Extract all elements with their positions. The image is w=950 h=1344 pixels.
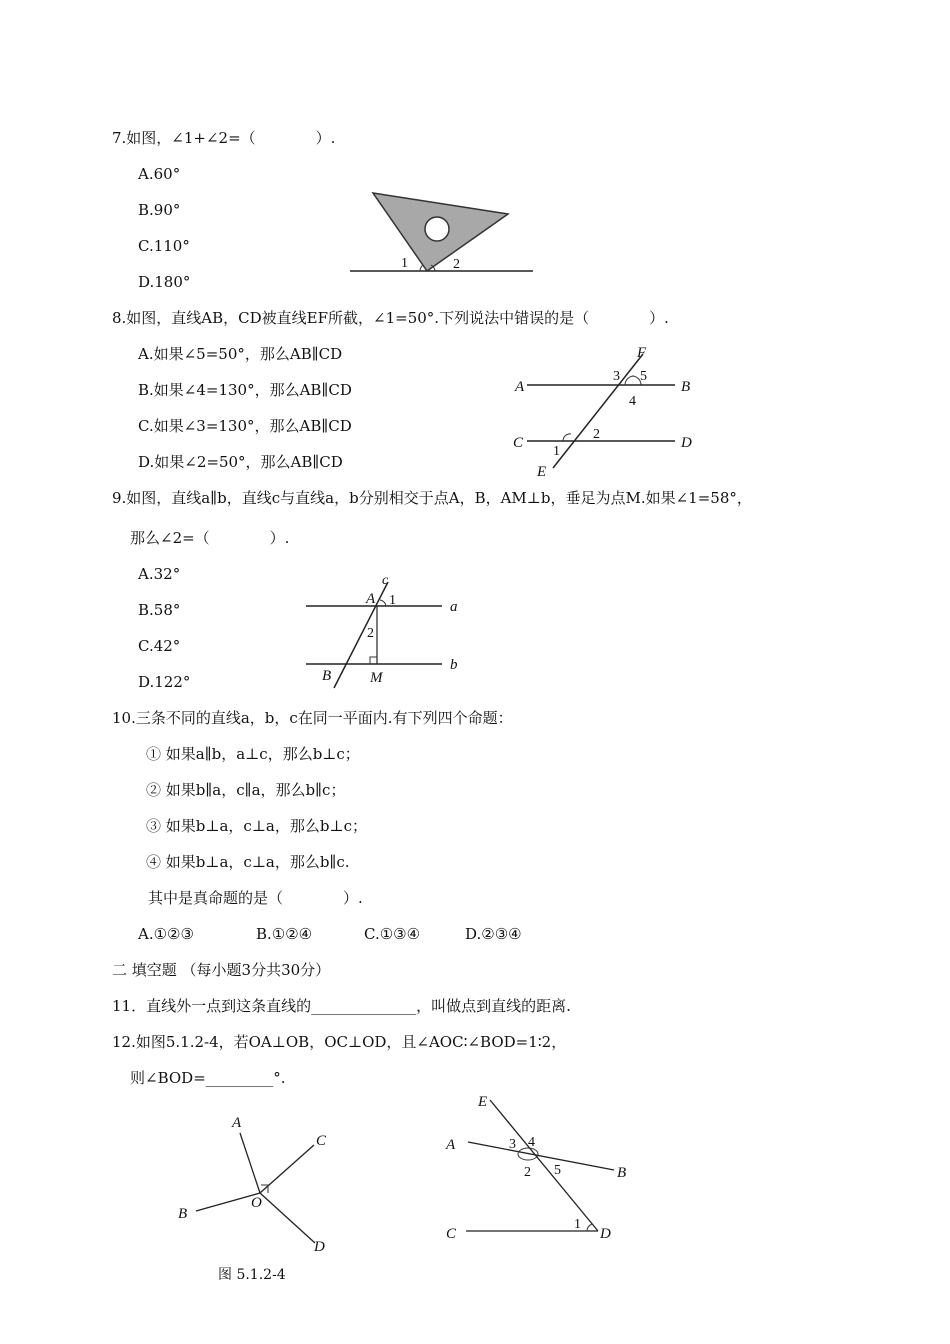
q12-figure-caption: 图 5.1.2-4 (218, 1267, 286, 1283)
section-2-title: 二 填空题 （每小题3分共30分） (112, 961, 331, 979)
q7-option-d: D.180° (138, 273, 191, 291)
q7-label-1: 1 (401, 256, 408, 271)
q12-label-o: O (251, 1195, 262, 1211)
q11-stem: 11．直线外一点到这条直线的______________，叫做点到直线的距离. (112, 997, 571, 1015)
right-label-c: C (446, 1226, 457, 1242)
q12-stem-line1: 12.如图5.1.2-4，若OA⊥OB，OC⊥OD，且∠AOC∶∠BOD=1∶2， (112, 1033, 567, 1051)
right-label-a: A (446, 1137, 456, 1153)
q9-option-b: B.58° (138, 601, 181, 619)
q8-label-b: B (681, 379, 691, 395)
q12-label-c: C (316, 1133, 327, 1149)
q8-option-d: D.如果∠2=50°，那么AB∥CD (138, 453, 343, 471)
q7-option-a: A.60° (138, 165, 181, 183)
q9-label-b-line: b (450, 657, 458, 673)
q8-stem: 8.如图，直线AB，CD被直线EF所截，∠1=50°.下列说法中错误的是（ ）. (112, 309, 669, 327)
q10-stem: 10.三条不同的直线a，b，c在同一平面内.有下列四个命题： (112, 709, 513, 727)
q7-stem: 7.如图，∠1+∠2=（ ）. (112, 129, 336, 147)
q10-option-b: B.①②④ (256, 925, 313, 943)
q12-stem-line2: 则∠BOD=_________°. (130, 1069, 286, 1087)
right-label-2: 2 (524, 1165, 531, 1180)
q10-option-c: C.①③④ (364, 925, 421, 943)
q10-prop-3: ③ 如果b⊥a，c⊥a，那么b⊥c； (146, 817, 367, 835)
q12-label-d: D (314, 1239, 325, 1255)
q12-figure-rays (172, 1105, 342, 1285)
q10-option-d: D.②③④ (465, 925, 522, 943)
q7-option-b: B.90° (138, 201, 181, 219)
q8-option-c: C.如果∠3=130°，那么AB∥CD (138, 417, 352, 435)
q10-prop-2: ② 如果b∥a，c∥a，那么b∥c； (146, 781, 346, 799)
q9-option-a: A.32° (138, 565, 181, 583)
q9-stem-line1: 9.如图，直线a∥b，直线c与直线a，b分别相交于点A，B，AM⊥b，垂足为点M.如果∠1=58°， (112, 489, 752, 507)
q9-figure-parallel-perpendicular (300, 570, 470, 688)
q7-option-c: C.110° (138, 237, 190, 255)
q9-label-a-line: a (450, 599, 458, 615)
q9-label-a-point: A (366, 591, 376, 607)
q8-label-e: E (537, 464, 547, 480)
right-label-b: B (617, 1165, 627, 1181)
right-label-4: 4 (528, 1135, 535, 1150)
q9-stem-line2: 那么∠2=（ ）. (130, 529, 290, 547)
q10-prop-4: ④ 如果b⊥a，c⊥a，那么b∥c. (146, 853, 350, 871)
q9-option-c: C.42° (138, 637, 181, 655)
q8-label-a: A (515, 379, 525, 395)
q8-label-3: 3 (613, 369, 620, 384)
q8-option-b: B.如果∠4=130°，那么AB∥CD (138, 381, 352, 399)
q9-label-2: 2 (367, 626, 374, 641)
q8-label-d: D (681, 435, 692, 451)
q8-label-1: 1 (553, 444, 560, 459)
right-label-d: D (600, 1226, 611, 1242)
q9-label-b-point: B (322, 668, 332, 684)
right-label-5: 5 (554, 1163, 561, 1178)
figure-transversal-right (440, 1090, 640, 1250)
q7-label-2: 2 (453, 257, 460, 272)
q10-question: 其中是真命题的是（ ）. (148, 889, 363, 907)
q8-label-5: 5 (640, 369, 647, 384)
q7-figure-triangle (345, 185, 545, 280)
q10-prop-1: ① 如果a∥b，a⊥c，那么b⊥c； (146, 745, 360, 763)
right-label-e: E (478, 1094, 488, 1110)
right-label-1: 1 (574, 1217, 581, 1232)
q8-label-4: 4 (629, 394, 636, 409)
q10-option-a: A.①②③ (138, 925, 194, 943)
q9-label-m: M (370, 670, 383, 686)
q8-figure-parallel-lines (505, 340, 705, 485)
q8-label-2: 2 (593, 427, 600, 442)
q8-label-f: F (637, 345, 647, 361)
q9-label-1: 1 (389, 593, 396, 608)
right-label-3: 3 (509, 1137, 516, 1152)
q9-label-c: c (382, 573, 389, 588)
q8-option-a: A.如果∠5=50°，那么AB∥CD (138, 345, 343, 363)
q9-option-d: D.122° (138, 673, 191, 691)
q8-label-c: C (513, 435, 524, 451)
q12-label-a: A (232, 1115, 242, 1131)
q12-label-b: B (178, 1206, 188, 1222)
